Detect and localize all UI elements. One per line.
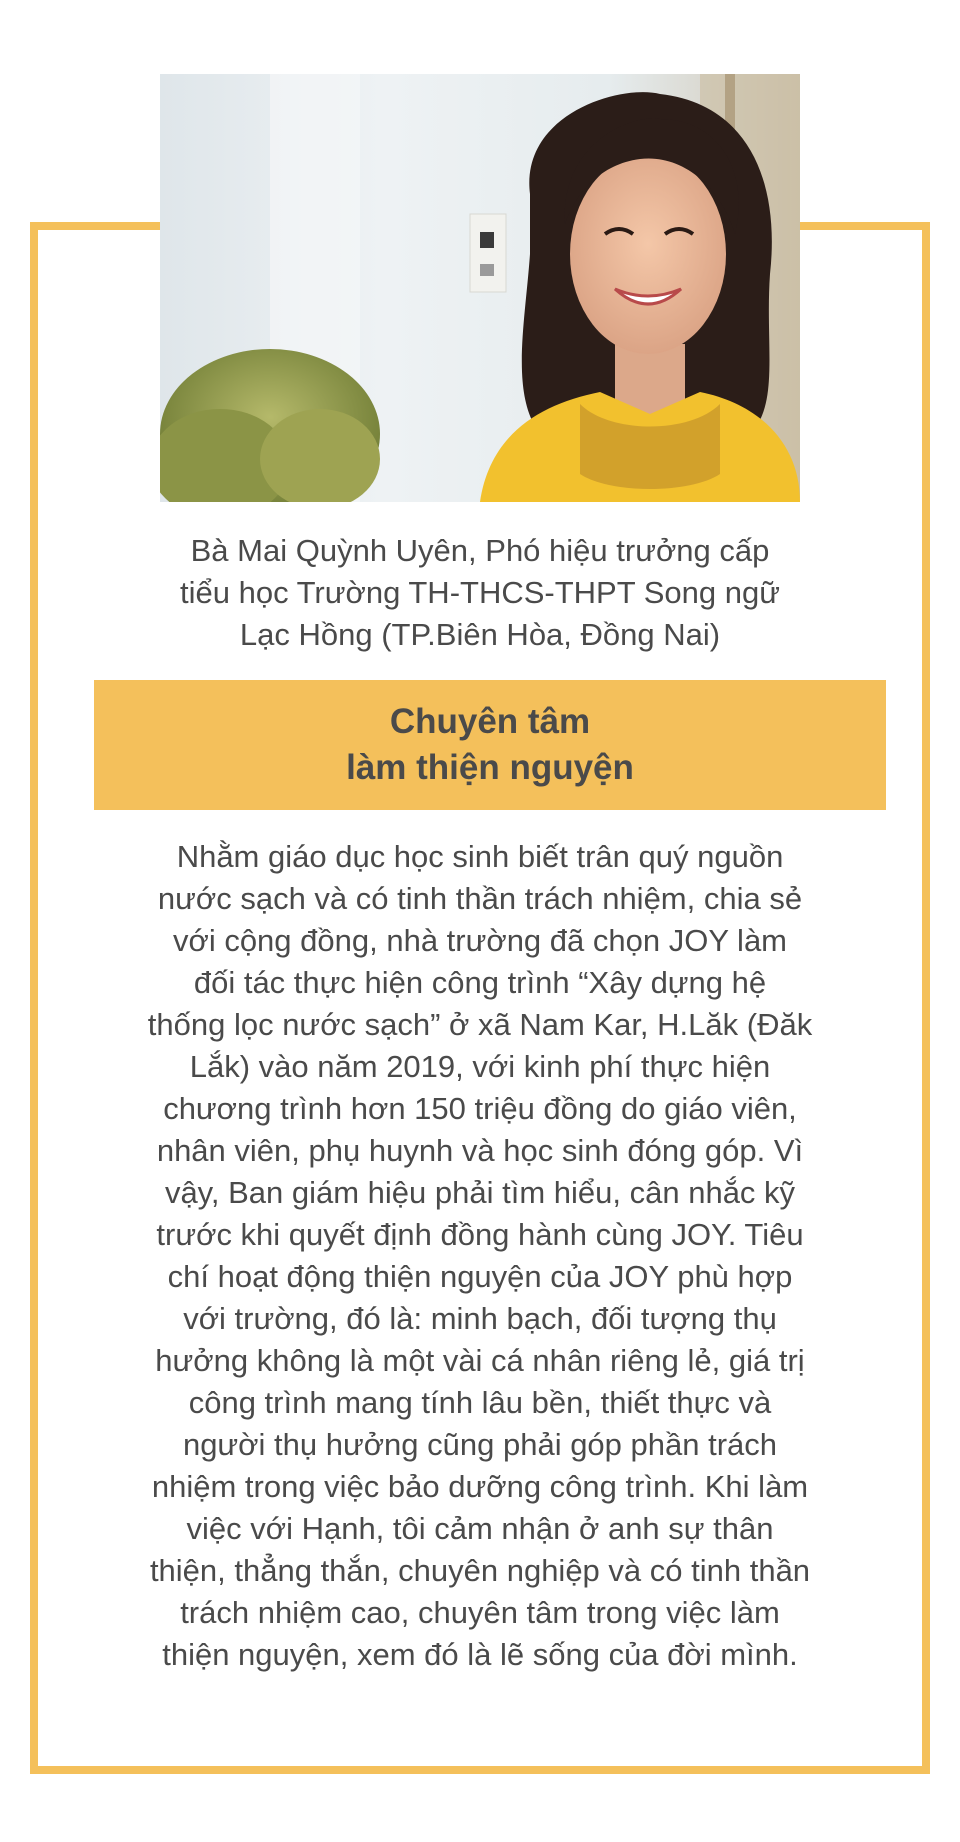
body-line: chương trình hơn 150 triệu đồng do giáo viên, [163,1091,797,1126]
body-line: nhân viên, phụ huynh và học sinh đóng góp. Vì [156,1133,804,1168]
body-line: việc với Hạnh, tôi cảm nhận ở anh sự thân [186,1511,774,1546]
body-line: thống lọc nước sạch” ở xã Nam Kar, H.Lăk (Đăk [147,1007,813,1042]
body-line: nước sạch và có tinh thần trách nhiệm, chia sẻ [157,881,803,916]
body-line: Lắk) vào năm 2019, với kinh phí thực hiện [189,1049,771,1084]
portrait-photo [160,74,800,502]
body-line: công trình mang tính lâu bền, thiết thực và [188,1385,772,1420]
caption-line: Bà Mai Quỳnh Uyên, Phó hiệu trưởng cấp [190,533,770,568]
photo-caption [120,530,840,656]
body-line: thiện, thẳng thắn, chuyên nghiệp và có tinh thần [149,1553,811,1588]
body-line: hưởng không là một vài cá nhân riêng lẻ, giá trị [155,1343,805,1378]
body-line: đối tác thực hiện công trình “Xây dựng hệ [193,965,767,1000]
article-body [108,836,852,1676]
section-heading-banner [94,680,886,810]
body-line: thiện nguyện, xem đó là lẽ sống của đời mình. [162,1637,798,1672]
caption-line: Lạc Hồng (TP.Biên Hòa, Đồng Nai) [239,617,721,652]
body-line: trách nhiệm cao, chuyên tâm trong việc làm [180,1595,780,1630]
body-line: với cộng đồng, nhà trường đã chọn JOY làm [172,923,788,958]
section-title [346,699,634,791]
body-line: với trường, đó là: minh bạch, đối tượng thụ [183,1301,777,1336]
section-title-line: làm thiện nguyện [346,748,634,787]
section-title-line: Chuyên tâm [389,702,591,741]
body-line: Nhằm giáo dục học sinh biết trân quý nguồn [176,839,784,874]
caption-line: tiểu học Trường TH-THCS-THPT Song ngữ [180,575,780,610]
body-line: trước khi quyết định đồng hành cùng JOY. Tiêu [156,1217,804,1252]
body-line: nhiệm trong việc bảo dưỡng công trình. Khi làm [151,1469,809,1504]
body-line: chí hoạt động thiện nguyện của JOY phù hợp [167,1259,793,1294]
body-line: người thụ hưởng cũng phải góp phần trách [182,1427,778,1462]
body-line: vậy, Ban giám hiệu phải tìm hiểu, cân nhắc kỹ [164,1175,796,1210]
